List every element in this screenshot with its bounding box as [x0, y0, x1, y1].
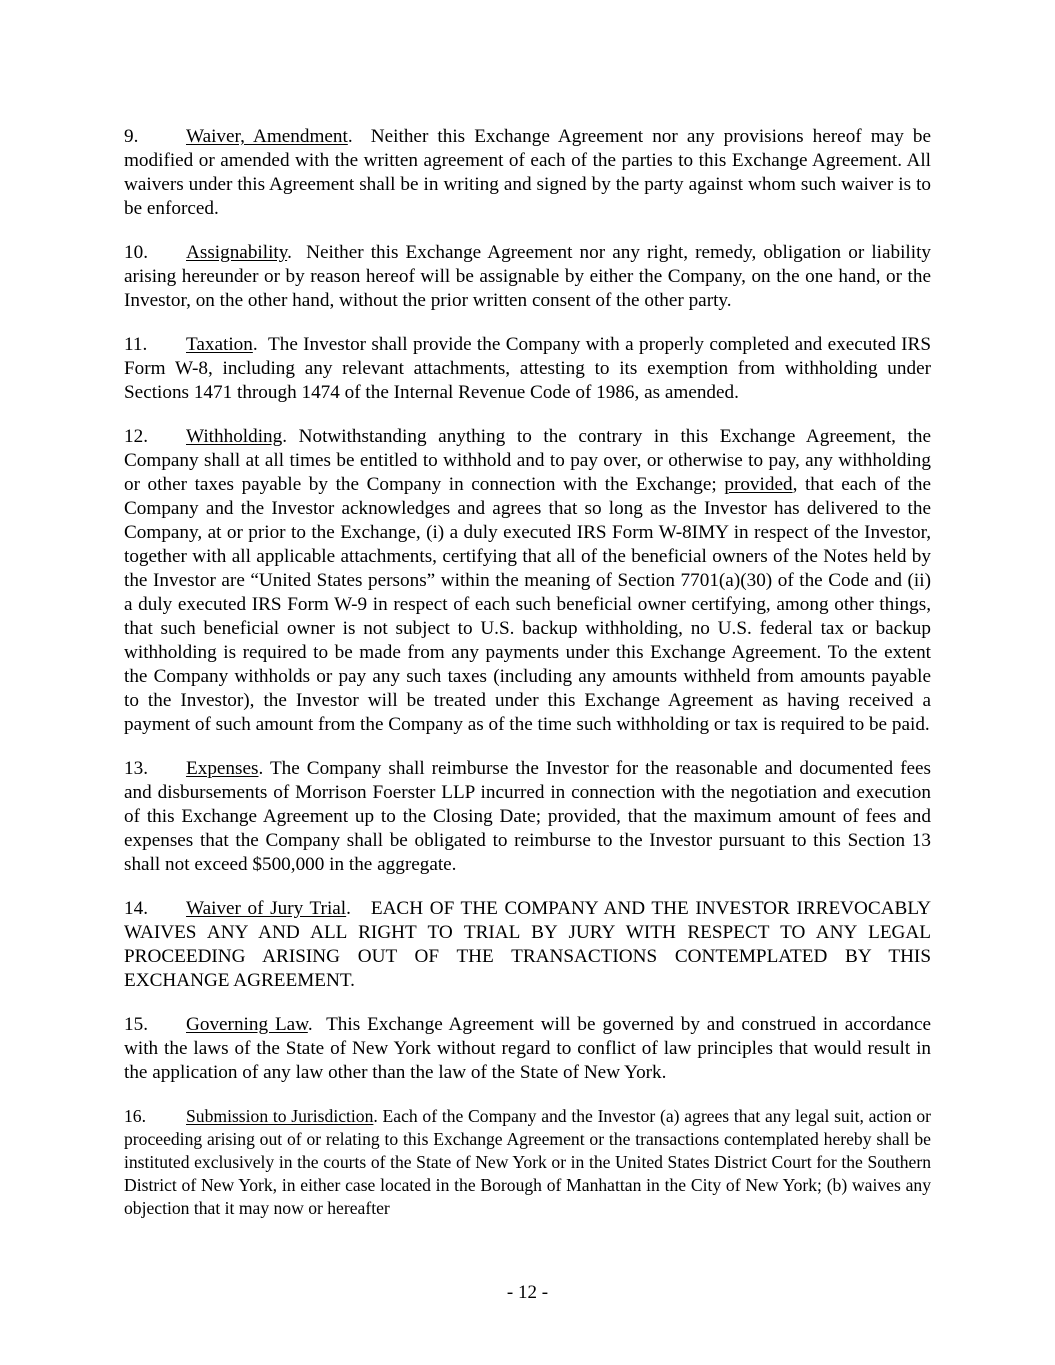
- section-number: 9.: [124, 126, 139, 147]
- section-heading: Assignability: [186, 242, 288, 263]
- section-body: Notwithstanding anything to the contrary in this Exchange Agreement, the Company shall at all times be entitled to withhold and to pay over, or otherwise to pay, any withholding or other taxes payable by the Company in connection with the Exchange;: [124, 426, 931, 495]
- section-number: 12.: [124, 426, 148, 447]
- section-body: Neither this Exchange Agreement nor any right, remedy, obligation or liability arising hereunder or by reason hereof will be assignable by either the Company, on the one hand, or the Investor, on the other hand, without the prior written consent of the other party.: [124, 242, 932, 311]
- section-16: 16. Submission to Jurisdiction. Each of the Company and the Investor (a) agrees that any legal suit, action or proceeding arising out of or relating to this Exchange Agreement or the transactions contemplated hereby shall be instituted exclusively in the courts of the State of New York or in the United States District Court for the Southern District of New York, in either case located in the Borough of Manhattan in the City of New York; (b) waives any objection that it may now or hereafter: [124, 1106, 932, 1218]
- section-heading: Governing Law: [186, 1014, 308, 1035]
- provided-term: provided: [724, 474, 793, 495]
- section-heading: Waiver of Jury Trial: [186, 898, 347, 919]
- page-number: - 12 -: [506, 1282, 549, 1303]
- section-number: 14.: [124, 898, 148, 919]
- section-number: 13.: [124, 758, 148, 779]
- section-body: EACH OF THE COMPANY AND THE INVESTOR IRREVOCABLY WAIVES ANY AND ALL RIGHT TO TRIAL BY JURY WITH RESPECT TO ANY LEGAL PROCEEDING ARISING OUT OF THE TRANSACTIONS CONTEMPLATED BY THIS EXCHANGE AGREEMENT.: [124, 898, 932, 991]
- section-number: 16.: [124, 1106, 146, 1126]
- section-11: 11. Taxation. The Investor shall provide the Company with a properly completed and executed IRS Form W-8, including any relevant attachments, attesting to its exemption from withholding under Sections 1471 through 1474 of the Internal Revenue Code of 1986, as amended.: [124, 334, 931, 403]
- section-9: 9. Waiver, Amendment. Neither this Exchange Agreement nor any provisions hereof may be modified or amended with the written agreement of each of the parties to this Exchange Agreement. All waivers under this Agreement shall be in writing and signed by the party against whom such waiver is to be enforced.: [124, 126, 931, 219]
- section-heading: Withholding: [186, 426, 283, 447]
- section-number: 11.: [124, 334, 148, 355]
- section-body: The Company shall reimburse the Investor for the reasonable and documented fees and disbursements of Morrison Foerster LLP incurred in connection with the negotiation and execution of this Exchange Agreement up to the Closing Date; provided, that the maximum amount of fees and expenses that the Company shall be obligated to reimburse to the Investor pursuant to this Section 13 shall not exceed $500,000 in the aggregate.: [124, 758, 932, 875]
- section-number: 10.: [124, 242, 148, 263]
- section-heading: Waiver, Amendment: [186, 126, 348, 147]
- document-page: [124, 125, 931, 1240]
- section-15: 15. Governing Law. This Exchange Agreement will be governed by and construed in accordance with the laws of the State of New York without regard to conflict of law principles that would result in the application of any law other than the law of the State of New York.: [124, 1014, 931, 1083]
- section-body-continued: , that each of the Company and the Investor acknowledges and agrees that so long as the Investor has delivered to the Company, at or prior to the Exchange, (i) a duly executed IRS Form W-8IMY in respect of the Investor, together with all applicable attachments, certifying that all of the beneficial owners of the Notes held by the Investor are “United States persons” within the meaning of Section 7701(a)(30) of the Code and (ii) a duly executed IRS Form W-9 in respect of each such beneficial owner certifying, among other things, that such beneficial owner is not subject to U.S. backup withholding, no U.S. federal tax or backup withholding is required to be made from any payments under this Exchange Agreement. To the extent the Company withholds or pay any such taxes (including any amounts withheld from amounts payable to the Investor), the Investor will be treated under this Exchange Agreement as having received a payment of such amount from the Company as of the time such withholding or tax is required to be paid.: [124, 474, 932, 735]
- section-body: The Investor shall provide the Company with a properly completed and executed IRS Form W-8, including any relevant attachments, attesting to its exemption from withholding under Sections 1471 through 1474 of the Internal Revenue Code of 1986, as amended.: [124, 334, 931, 403]
- section-12: 12. Withholding. Notwithstanding anything to the contrary in this Exchange Agreement, the Company shall at all times be entitled to withhold and to pay over, or otherwise to pay, any withholding or other taxes payable by the Company in connection with the Exchange; provided, that each of the Company and the Investor acknowledges and agrees that so long as the Investor has delivered to the Company, at or prior to the Exchange, (i) a duly executed IRS Form W-8IMY in respect of the Investor, together with all applicable attachments, certifying that all of the beneficial owners of the Notes held by the Investor are “United States persons” within the meaning of Section 7701(a)(30) of the Code and (ii) a duly executed IRS Form W-9 in respect of each such beneficial owner certifying, among other things, that such beneficial owner is not subject to U.S. backup withholding, no U.S. federal tax or backup withholding is required to be made from any payments under this Exchange Agreement. To the extent the Company withholds or pay any such taxes (including any amounts withheld from amounts payable to the Investor), the Investor will be treated under this Exchange Agreement as having received a payment of such amount from the Company as of the time such withholding or tax is required to be paid.: [124, 426, 932, 735]
- section-number: 15.: [124, 1014, 148, 1035]
- section-heading: Expenses: [186, 758, 259, 779]
- section-10: 10. Assignability. Neither this Exchange Agreement nor any right, remedy, obligation or liability arising hereunder or by reason hereof will be assignable by either the Company, on the one hand, or the Investor, on the other hand, without the prior written consent of the other party.: [124, 242, 932, 311]
- section-14: 14. Waiver of Jury Trial. EACH OF THE COMPANY AND THE INVESTOR IRREVOCABLY WAIVES ANY AND ALL RIGHT TO TRIAL BY JURY WITH RESPECT TO ANY LEGAL PROCEEDING ARISING OUT OF THE TRANSACTIONS CONTEMPLATED BY THIS EXCHANGE AGREEMENT.: [124, 898, 932, 991]
- section-heading: Taxation: [186, 334, 253, 355]
- section-body: Neither this Exchange Agreement nor any provisions hereof may be modified or amended with the written agreement of each of the parties to this Exchange Agreement. All waivers under this Agreement shall be in writing and signed by the party against whom such waiver is to be enforced.: [124, 126, 931, 219]
- section-13: 13. Expenses. The Company shall reimburse the Investor for the reasonable and documented fees and disbursements of Morrison Foerster LLP incurred in connection with the negotiation and execution of this Exchange Agreement up to the Closing Date; provided, that the maximum amount of fees and expenses that the Company shall be obligated to reimburse to the Investor pursuant to this Section 13 shall not exceed $500,000 in the aggregate.: [124, 758, 932, 875]
- section-body: This Exchange Agreement will be governed by and construed in accordance with the laws of the State of New York without regard to conflict of law principles that would result in the application of any law other than the law of the State of New York.: [124, 1014, 931, 1083]
- section-heading: Submission to Jurisdiction: [186, 1106, 374, 1126]
- section-body: Each of the Company and the Investor (a) agrees that any legal suit, action or proceeding arising out of or relating to this Exchange Agreement or the transactions contemplated hereby shall be instituted exclusively in the courts of the State of New York or in the United States District Court for the Southern District of New York, in either case located in the Borough of Manhattan in the City of New York; (b) waives any objection that it may now or hereafter: [124, 1106, 932, 1218]
